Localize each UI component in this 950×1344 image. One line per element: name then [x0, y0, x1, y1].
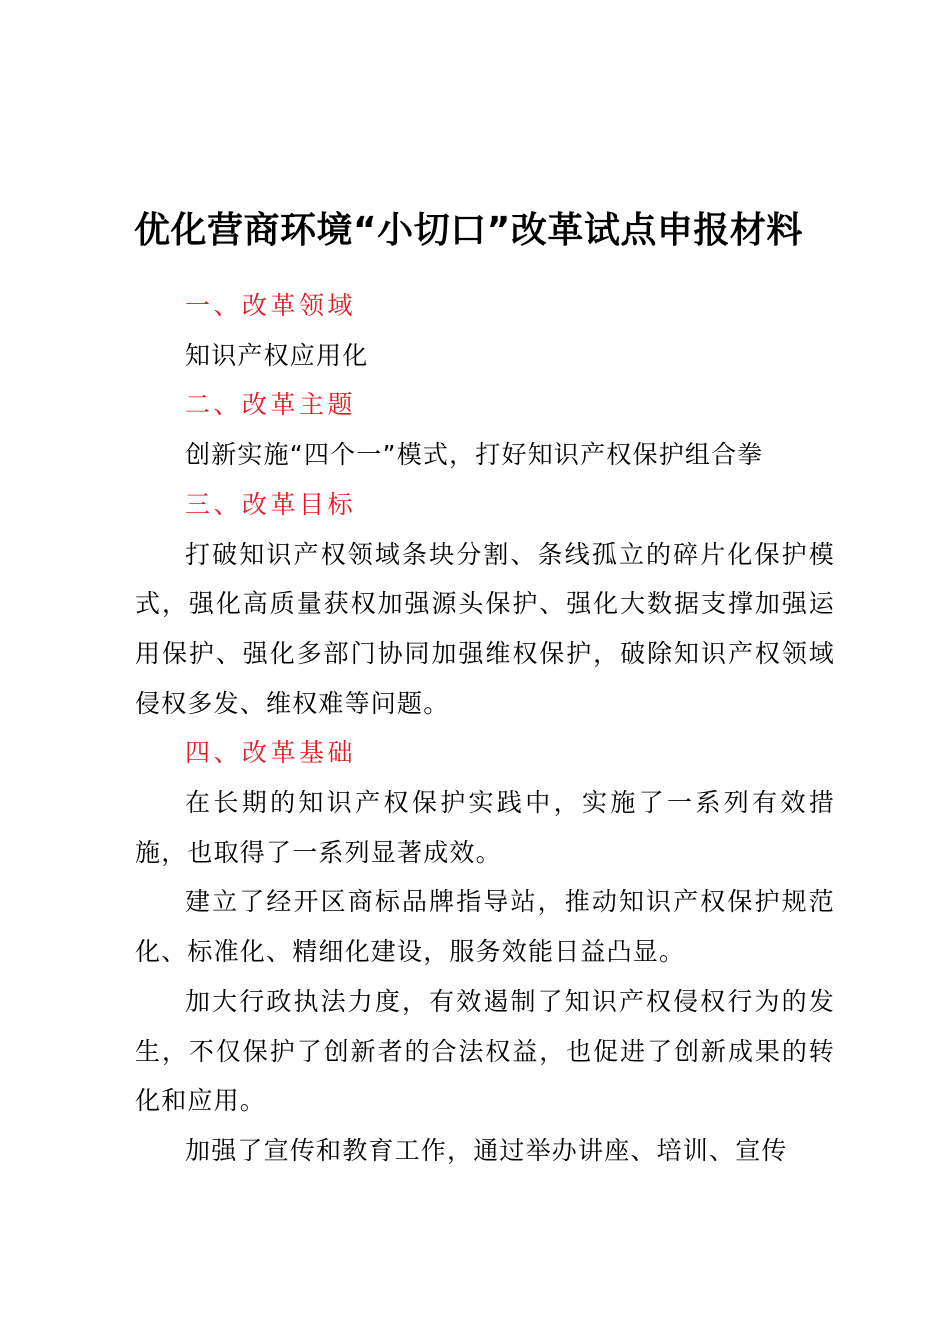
- section-paragraph: 知识产权应用化: [185, 340, 369, 370]
- section-heading-basis: 四、改革基础: [185, 738, 357, 768]
- section-heading-theme: 二、改革主题: [185, 390, 357, 420]
- document-title: 优化营商环境“小切口”改革试点申报材料: [134, 210, 803, 251]
- section-heading-field: 一、改革领域: [185, 291, 357, 320]
- section-paragraph: 建立了经开区商标品牌指导站，推动知识产权保护规范化、标准化、精细化建设，服务效能日益凸显。: [135, 887, 835, 967]
- section-paragraph: 创新实施“四个一”模式，打好知识产权保护组合拳: [185, 440, 764, 470]
- section-paragraph: 加强了宣传和教育工作，通过举办讲座、培训、宣传: [185, 1135, 788, 1165]
- section-heading-goal: 三、改革目标: [185, 489, 357, 519]
- section-paragraph: 在长期的知识产权保护实践中，实施了一系列有效措施，也取得了一系列显著成效。: [135, 788, 835, 867]
- section-paragraph: 加大行政执法力度，有效遏制了知识产权侵权行为的发生，不仅保护了创新者的合法权益，也促进了创新成果的转化和应用。: [135, 986, 835, 1116]
- document-body: [135, 281, 835, 1176]
- section-paragraph: 打破知识产权领域条块分割、条线孤立的碎片化保护模式，强化高质量获权加强源头保护、强化大数据支撑加强运用保护、强化多部门协同加强维权保护，破除知识产权领域侵权多发、维权难等问题。: [135, 539, 835, 718]
